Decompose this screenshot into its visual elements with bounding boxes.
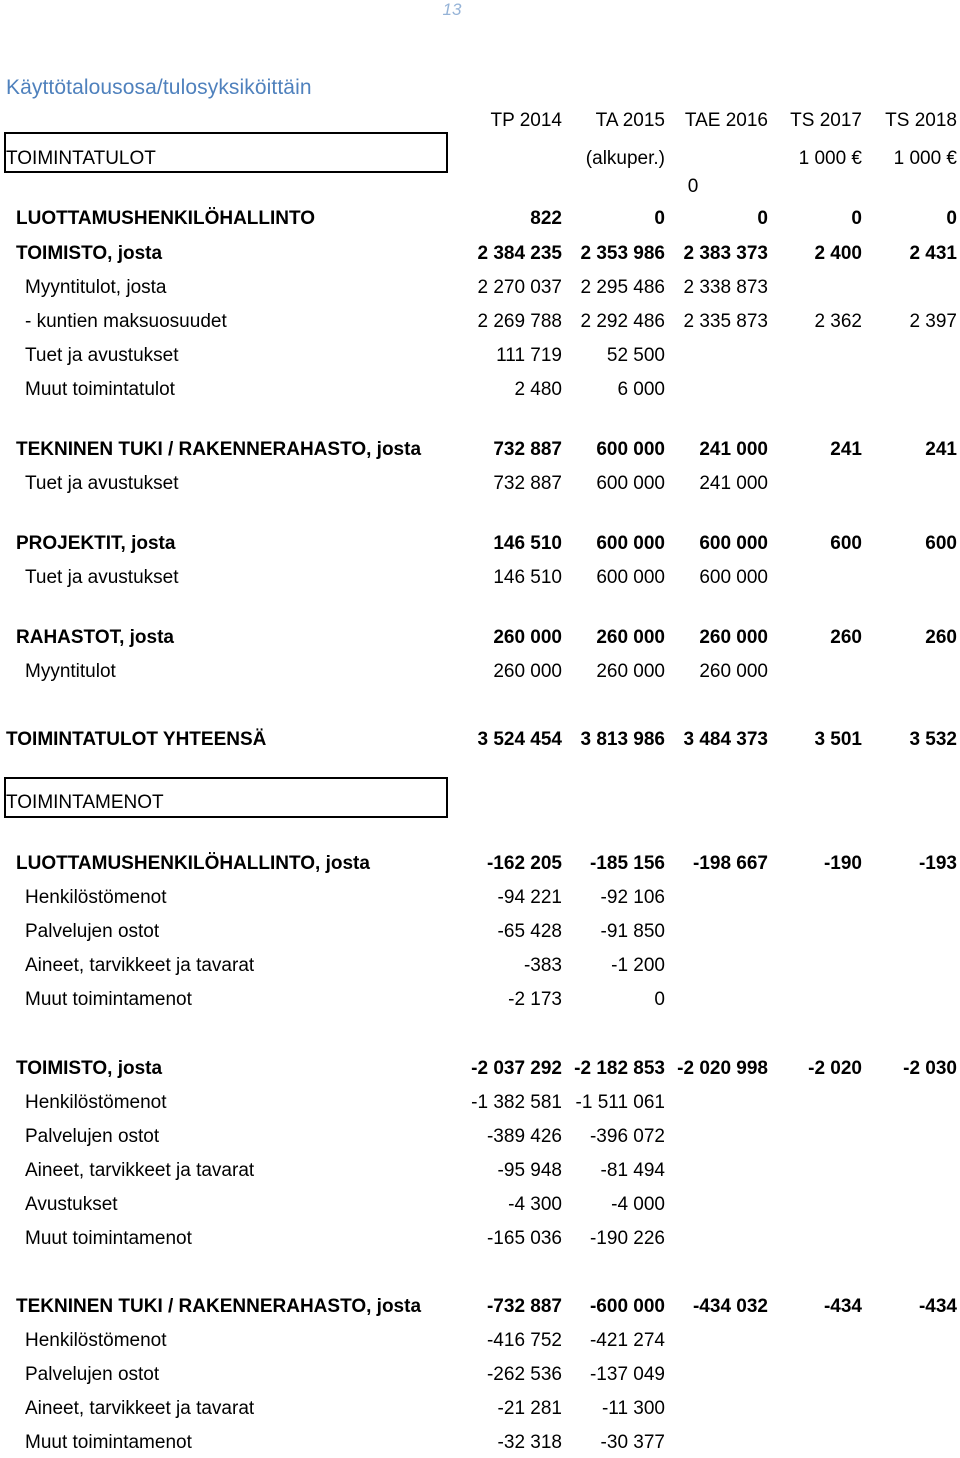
income-row-value-ts2017: 241 [830,439,862,460]
expense-row [0,1360,960,1390]
income-section-label: TOIMINTATULOT [6,148,156,169]
expense-section-label: TOIMINTAMENOT [6,792,164,813]
expense-row-value-tp2014: -2 173 [508,989,562,1010]
income-row-value-tae2016: 241 000 [699,473,768,494]
expense-row [0,1122,960,1152]
income-row-value-ts2018: 0 [946,208,957,229]
page-heading: Käyttötalousosa/tulosyksiköittäin [6,76,312,99]
expense-row-value-ta2015: -185 156 [589,853,665,874]
income-row-value-ts2017: 2 400 [814,243,862,264]
expense-row-value-tp2014: -416 752 [486,1330,562,1351]
income-row-value-tp2014: 2 384 235 [477,243,562,264]
income-row-value-tp2014: 2 480 [514,379,562,400]
expense-row-value-tae2016: -198 667 [692,853,768,874]
income-section-header [0,144,960,174]
expense-row-value-tae2016: -2 020 998 [677,1058,768,1079]
expense-row [0,1326,960,1356]
income-row-label: PROJEKTIT, josta [16,533,176,554]
expense-row-value-ta2015: -2 182 853 [574,1058,665,1079]
expense-row-label: Palvelujen ostot [25,1126,160,1147]
expense-row-label: Palvelujen ostot [25,1364,160,1385]
expense-row-value-ts2017: -2 020 [808,1058,862,1079]
expense-row-value-ts2017: -190 [823,853,862,874]
expense-row-value-ts2018: -193 [918,853,957,874]
income-row-value-ta2015: 2 292 486 [580,311,665,332]
column-header-ts2018: TS 2018 [885,110,957,131]
expense-row-value-tae2016: -434 032 [692,1296,768,1317]
expense-row-value-ta2015: -190 226 [589,1228,665,1249]
expense-row-label: LUOTTAMUSHENKILÖHALLINTO, josta [16,853,370,874]
expense-row-value-ta2015: -11 300 [601,1398,665,1419]
income-ts2017-unit: 1 000 € [798,148,862,169]
income-row [0,725,960,755]
expense-row-value-tp2014: -165 036 [486,1228,562,1249]
expense-row [0,1394,960,1424]
income-row [0,435,960,465]
expense-row [0,985,960,1015]
income-row-value-ta2015: 600 000 [596,473,665,494]
expense-row-label: Muut toimintamenot [25,1432,192,1453]
expense-row-value-ta2015: -1 511 061 [575,1092,665,1113]
income-row-label: TOIMINTATULOT YHTEENSÄ [6,729,267,750]
column-header-tp2014: TP 2014 [490,110,562,131]
expense-row-value-tp2014: -4 300 [508,1194,562,1215]
income-row [0,623,960,653]
expense-row-value-tp2014: -21 281 [497,1398,562,1419]
income-row [0,307,960,337]
expense-row-value-tp2014: -32 318 [497,1432,562,1453]
column-header-tae2016: TAE 2016 [684,110,768,131]
income-row-value-ta2015: 600 000 [596,439,665,460]
expense-row-value-tp2014: -95 948 [497,1160,562,1181]
expense-row-value-ta2015: -4 000 [611,1194,665,1215]
income-row-value-ta2015: 260 000 [596,627,665,648]
income-extra-row [0,172,960,202]
expense-row-value-ta2015: -91 850 [600,921,665,942]
column-header-ts2017: TS 2017 [790,110,862,131]
income-row-value-tp2014: 732 887 [493,473,562,494]
income-row-value-ta2015: 600 000 [596,533,665,554]
income-row [0,529,960,559]
income-row-value-ta2015: 52 500 [606,345,665,366]
income-section-note: (alkuper.) [585,148,665,169]
income-row-label: Tuet ja avustukset [25,473,179,494]
expense-row-value-ta2015: -81 494 [600,1160,665,1181]
expense-row-value-ta2015: -92 106 [600,887,665,908]
expense-row-value-tp2014: -65 428 [497,921,562,942]
expense-row-value-ta2015: -30 377 [600,1432,665,1453]
expense-row [0,1054,960,1084]
income-row-value-tae2016: 2 338 873 [683,277,768,298]
expense-row-value-tp2014: -389 426 [486,1126,562,1147]
expense-row [0,1190,960,1220]
income-row [0,273,960,303]
income-row-value-tae2016: 3 484 373 [683,729,768,750]
page-number: 13 [442,0,462,19]
income-row-value-tp2014: 2 269 788 [477,311,562,332]
expense-row-value-tp2014: -262 536 [486,1364,562,1385]
income-row-value-tp2014: 146 510 [493,533,562,554]
expense-row-label: Muut toimintamenot [25,989,192,1010]
expense-row-label: TEKNINEN TUKI / RAKENNERAHASTO, josta [16,1296,422,1317]
income-row [0,469,960,499]
expense-row-label: Aineet, tarvikkeet ja tavarat [25,1398,255,1419]
expense-row [0,1156,960,1186]
expense-row-value-tp2014: -383 [523,955,562,976]
expense-row-label: Aineet, tarvikkeet ja tavarat [25,1160,255,1181]
expense-row-value-ta2015: -421 274 [589,1330,665,1351]
income-row-value-tp2014: 111 719 [496,345,562,366]
income-row-label: LUOTTAMUSHENKILÖHALLINTO [16,208,316,229]
income-row-label: Muut toimintatulot [25,379,175,400]
income-row-value-ts2018: 600 [925,533,957,554]
income-row-label: TEKNINEN TUKI / RAKENNERAHASTO, josta [16,439,422,460]
income-row [0,204,960,234]
expense-row [0,1088,960,1118]
income-row-value-ts2018: 260 [925,627,957,648]
expense-row [0,849,960,879]
income-row-value-tae2016: 2 335 873 [683,311,768,332]
income-row-value-tp2014: 732 887 [493,439,562,460]
income-row-label: Myyntitulot [25,661,116,682]
income-row-label: RAHASTOT, josta [16,627,175,648]
income-row-value-tp2014: 3 524 454 [477,729,562,750]
income-row-value-ta2015: 0 [654,208,665,229]
expense-row-label: Henkilöstömenot [25,1092,167,1113]
income-row-value-tae2016: 260 000 [699,627,768,648]
income-row-value-ta2015: 3 813 986 [580,729,665,750]
expense-row-value-ts2018: -434 [918,1296,957,1317]
expense-row [0,883,960,913]
income-row-label: Tuet ja avustukset [25,345,179,366]
column-header-ta2015: TA 2015 [595,110,665,131]
expense-row-label: Muut toimintamenot [25,1228,192,1249]
income-extra-zero: 0 [687,176,699,197]
income-row-value-ts2018: 3 532 [909,729,957,750]
income-row-value-ts2018: 2 431 [909,243,957,264]
income-row-label: Myyntitulot, josta [25,277,167,298]
income-row-value-tae2016: 600 000 [699,533,768,554]
expense-row [0,951,960,981]
expense-row-value-tp2014: -1 382 581 [471,1092,562,1113]
expense-row [0,917,960,947]
income-row-value-ta2015: 260 000 [596,661,665,682]
expense-section-header [0,788,960,818]
income-row-value-ta2015: 2 353 986 [580,243,665,264]
income-row-value-tae2016: 0 [757,208,768,229]
income-row-value-ta2015: 600 000 [596,567,665,588]
income-row-value-tae2016: 2 383 373 [683,243,768,264]
income-row [0,657,960,687]
expense-row-label: Aineet, tarvikkeet ja tavarat [25,955,255,976]
income-row-value-ta2015: 2 295 486 [580,277,665,298]
income-row-value-ts2017: 2 362 [814,311,862,332]
income-row-value-ts2018: 2 397 [909,311,957,332]
income-row [0,563,960,593]
income-row-value-ts2017: 600 [830,533,862,554]
expense-row-label: TOIMISTO, josta [16,1058,163,1079]
income-row-value-tp2014: 822 [530,208,562,229]
income-row [0,239,960,269]
expense-row-value-ta2015: -600 000 [589,1296,665,1317]
income-row-value-ts2017: 0 [851,208,862,229]
income-row [0,341,960,371]
income-row-value-tae2016: 260 000 [699,661,768,682]
expense-row-value-ta2015: -396 072 [589,1126,665,1147]
income-row-value-tp2014: 260 000 [493,627,562,648]
expense-row [0,1292,960,1322]
income-row-value-ts2017: 3 501 [814,729,862,750]
expense-row-value-tp2014: -94 221 [497,887,562,908]
expense-row-label: Henkilöstömenot [25,1330,167,1351]
expense-row-value-ts2018: -2 030 [903,1058,957,1079]
income-row-label: Tuet ja avustukset [25,567,179,588]
income-row-value-tp2014: 260 000 [493,661,562,682]
income-row [0,375,960,405]
expense-row-value-ta2015: -1 200 [611,955,665,976]
income-row-value-ts2017: 260 [830,627,862,648]
expense-row-value-ta2015: -137 049 [589,1364,665,1385]
expense-row-value-tp2014: -2 037 292 [471,1058,562,1079]
expense-row [0,1428,960,1458]
expense-row-value-ta2015: 0 [654,989,665,1010]
income-row-value-tp2014: 146 510 [493,567,562,588]
income-row-label: TOIMISTO, josta [16,243,163,264]
income-row-label: - kuntien maksuosuudet [25,311,227,332]
income-row-value-tp2014: 2 270 037 [477,277,562,298]
expense-row-value-tp2014: -732 887 [486,1296,562,1317]
expense-row-value-ts2017: -434 [823,1296,862,1317]
income-ts2018-unit: 1 000 € [893,148,957,169]
income-row-value-ta2015: 6 000 [617,379,665,400]
expense-row-label: Palvelujen ostot [25,921,160,942]
income-row-value-ts2018: 241 [925,439,957,460]
expense-row-label: Henkilöstömenot [25,887,167,908]
expense-row-label: Avustukset [25,1194,118,1215]
expense-row-value-tp2014: -162 205 [486,853,562,874]
income-row-value-tae2016: 241 000 [699,439,768,460]
expense-row [0,1224,960,1254]
income-row-value-tae2016: 600 000 [699,567,768,588]
